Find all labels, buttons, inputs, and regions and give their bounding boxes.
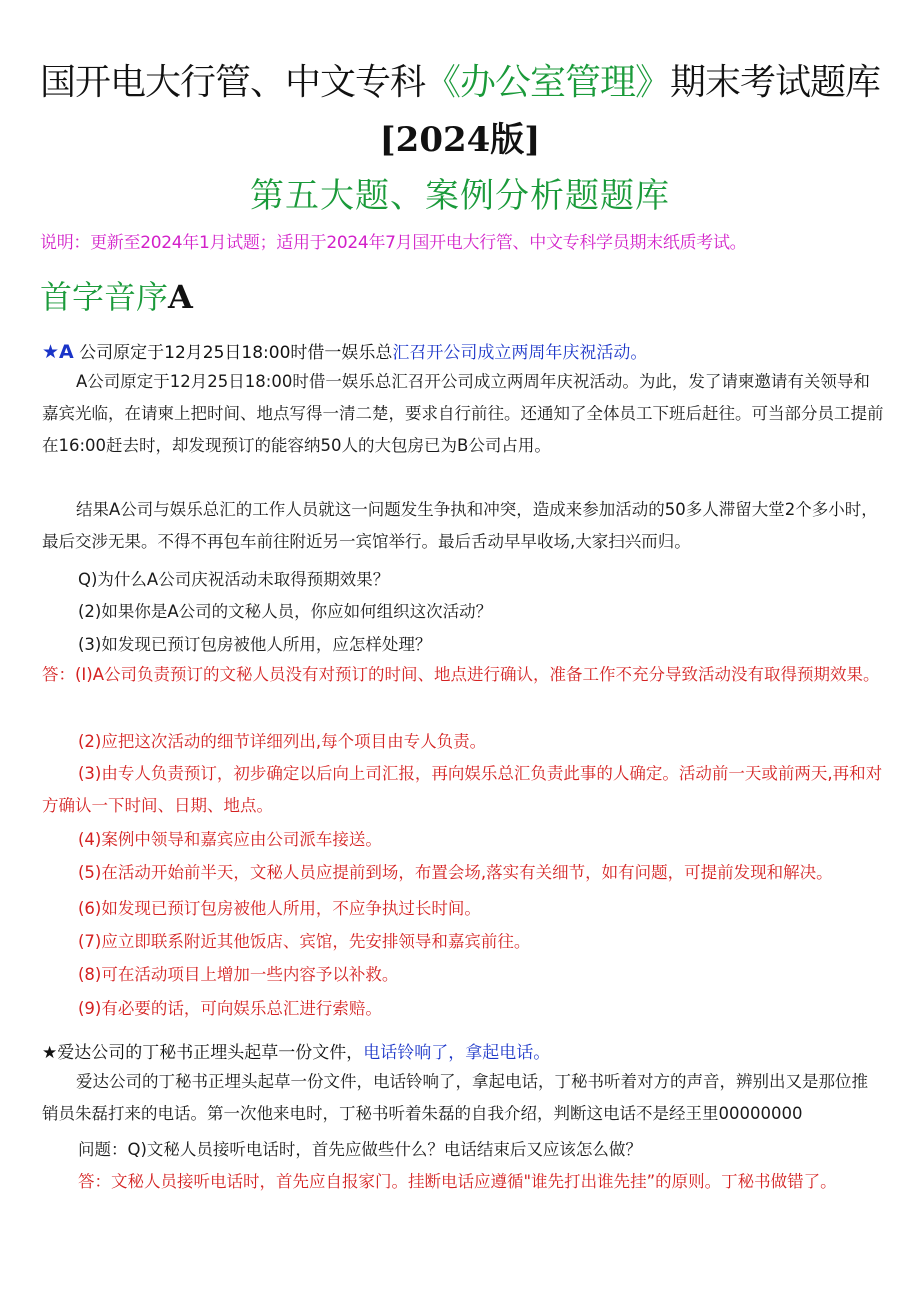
alpha-index-letter: A	[168, 278, 193, 316]
case1-title-blue: 汇召开公司成立两周年庆祝活动。	[392, 343, 648, 363]
case1-answer-2: (2)应把这次活动的细节详细列出,每个项目由专人负责。	[78, 732, 487, 751]
case1-question-2: (2)如果你是A公司的文秘人员，你应如何组织这次活动？	[78, 602, 493, 621]
case2-title	[42, 1038, 550, 1063]
case1-question-1: Q)为什么A公司庆祝活动未取得预期效果？	[78, 570, 390, 589]
case1-answer-1: 答：(I)A公司负责预订的文秘人员没有对预订的时间、地点进行确认，准备工作不充分导致活动没有取得预期效果。	[42, 665, 880, 684]
case1-paragraph-2: 结果A公司与娱乐总汇的工作人员就这一问题发生争执和冲突，造成来参加活动的50多人滞留大堂2个多小时，最后交涉无果。不得不再包车前往附近另一宾馆举行。最后舌动早早收场,大家扫兴而归。	[42, 500, 878, 551]
case2-question: 问题：Q)文秘人员接听电话时，首先应做些什么？电话结束后又应该怎么做？	[78, 1140, 642, 1159]
case1-title	[42, 338, 647, 363]
case2-title-blue: 电话铃响了，拿起电话。	[363, 1043, 551, 1063]
case1-answer-4: (4)案例中领导和嘉宾应由公司派车接送。	[78, 830, 382, 849]
case1-question-3: (3)如发现已预订包房被他人所用，应怎样处理？	[78, 635, 432, 654]
case1-answer-8: (8)可在活动项目上增加一些内容予以补救。	[78, 965, 399, 984]
case1-answer-7: (7)应立即联系附近其他饭店、宾馆，先安排领导和嘉宾前往。	[78, 932, 531, 951]
case1-answer-3: (3)由专人负责预订，初步确定以后向上司汇报，再向娱乐总汇负责此事的人确定。活动前一天或前两天,再和对方确认一下时间、日期、地点。	[42, 764, 883, 815]
case1-answer-6: (6)如发现已预订包房被他人所用，不应争执过长时间。	[78, 899, 481, 918]
title-course-name: 《办公室管理》	[424, 62, 670, 103]
section-title: 第五大题、案例分析题题库	[250, 176, 670, 216]
case2-answer: 答：文秘人员接听电话时，首先应自报家门。挂断电话应遵循"谁先打出谁先挂”的原则。丁秘书做错了。	[78, 1172, 837, 1191]
case2-title-black: ★爱达公司的丁秘书正埋头起草一份文件，	[42, 1043, 364, 1063]
case2-paragraph-1: 爱达公司的丁秘书正埋头起草一份文件，电话铃响了，拿起电话，丁秘书听着对方的声音，辨别出又是那位推销员朱磊打来的电话。第一次他来电时，丁秘书听着朱磊的自我介绍，判断这电话不是经王里00000000	[42, 1072, 868, 1123]
case1-answer-5: (5)在活动开始前半天，文秘人员应提前到场，布置会场,落实有关细节，如有问题，可提前发现和解决。	[78, 863, 833, 882]
title-part2: 期末考试题库	[670, 62, 881, 103]
alpha-index-label: 首字音序	[40, 278, 169, 316]
title-part1: 国开电大行管、中文专科	[39, 62, 425, 103]
alpha-index-heading	[40, 272, 193, 318]
case1-answer-9: (9)有必要的话，可向娱乐总汇进行索赔。	[78, 999, 382, 1018]
document-title	[0, 54, 920, 105]
version-label: [2024版]	[379, 120, 541, 160]
update-note: 说明：更新至2024年1月试题；适用于2024年7月国开电大行管、中文专科学员期末纸质考试。	[40, 233, 747, 253]
case1-title-black: 公司原定于12月25日18:00时借一娱乐总	[79, 343, 393, 363]
case1-star-letter: ★A	[42, 341, 74, 363]
case1-paragraph-1: A公司原定于12月25日18:00时借一娱乐总汇召开公司成立两周年庆祝活动。为此，发了请柬邀请有关领导和嘉宾光临，在请柬上把时间、地点写得一清二楚，要求自行前往。还通知了全体员工下班后赶往。可当部分员工提前在16:00赶去时，却发现预订的能容纳50人的大包房已为B公司占用。	[42, 372, 884, 455]
